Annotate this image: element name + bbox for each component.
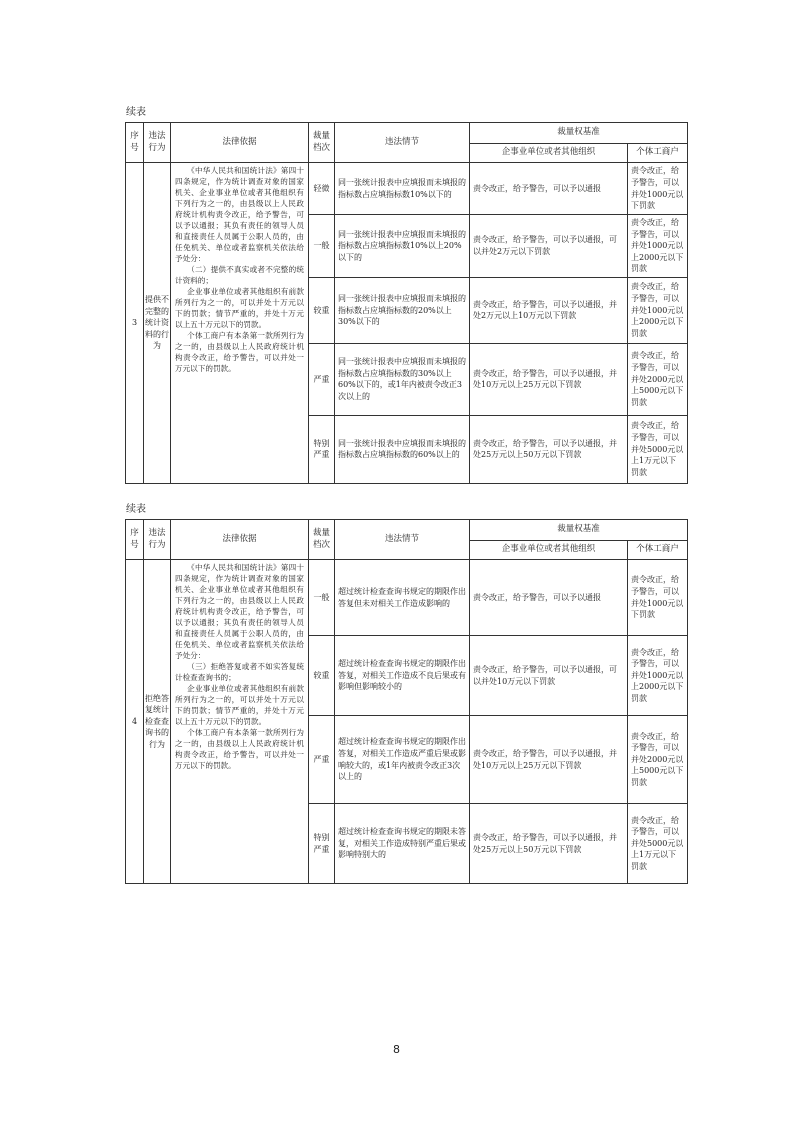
circumstance-cell: 超过统计检查查询书规定的期限作出答复，对相关工作造成严重后果或影响较大的，或1年内被责令改正3次以上的 [335, 716, 470, 804]
circumstance-cell: 超过统计检查查询书规定的期限作出答复，对相关工作造成不良后果或有影响但影响较小的 [335, 636, 470, 716]
header-grade: 裁量档次 [309, 520, 335, 560]
individual-cell: 责令改正，给予警告，可以并处1000元以上2000元以下罚款 [628, 636, 688, 716]
circumstance-cell: 同一张统计报表中应填报而未填报的指标数占应填指标数10%以上20%以下的 [335, 215, 470, 278]
basis-paragraph: （二）提供不真实或者不完整的统计资料的； [175, 265, 304, 285]
enterprise-cell: 责令改正，给予警告，可以予以通报 [470, 560, 628, 636]
header-basis: 法律依据 [171, 520, 309, 560]
individual-cell: 责令改正，给予警告，可以并处5000元以上1万元以下罚款 [628, 415, 688, 483]
circumstance-cell: 同一张统计报表中应填报而未填报的指标数占应填指标数的30%以上60%以下的，或1年内被责令改正3次以上的 [335, 343, 470, 415]
header-enterprise: 企事业单位或者其他组织 [470, 541, 628, 560]
grade-cell: 一般 [309, 215, 335, 278]
individual-cell: 责令改正，给予警告，可以并处1000元以下罚款 [628, 560, 688, 636]
basis-paragraph: 个体工商户有本条第一款所列行为之一的，由县级以上人民政府统计机构责令改正，给予警告，可以并处一万元以下的罚款。 [175, 728, 304, 770]
act-cell: 提供不完整的统计资料的行为 [144, 163, 171, 484]
circumstance-cell: 同一张统计报表中应填报而未填报的指标数占应填指标数的60%以上的 [335, 415, 470, 483]
grade-cell: 严重 [309, 716, 335, 804]
header-individual: 个体工商户 [628, 541, 688, 560]
header-individual: 个体工商户 [628, 144, 688, 163]
header-act: 违法行为 [144, 520, 171, 560]
individual-cell: 责令改正，给予警告，可以并处1000元以上2000元以下罚款 [628, 277, 688, 343]
seq-cell: 3 [126, 163, 144, 484]
header-grade: 裁量档次 [309, 123, 335, 163]
individual-cell: 责令改正，给予警告，可以并处2000元以上5000元以下罚款 [628, 343, 688, 415]
grade-cell: 严重 [309, 343, 335, 415]
header-circumstance: 违法情节 [335, 520, 470, 560]
table-label: 续表 [126, 504, 146, 515]
header-basis: 法律依据 [171, 123, 309, 163]
individual-cell: 责令改正，给予警告，可以并处1000元以下罚款 [628, 163, 688, 215]
basis-paragraph: 个体工商户有本条第一款所列行为之一的，由县级以上人民政府统计机构责令改正，给予警告，可以并处一万元以下的罚款。 [175, 331, 304, 373]
header-act: 违法行为 [144, 123, 171, 163]
penalty-table-2 [125, 519, 688, 884]
basis-paragraph: （三）拒绝答复或者不如实答复统计检查查询书的； [175, 662, 304, 682]
grade-cell: 一般 [309, 560, 335, 636]
circumstance-cell: 超过统计检查查询书规定的期限作出答复但未对相关工作造成影响的 [335, 560, 470, 636]
header-standard: 裁量权基准 [470, 520, 688, 541]
grade-cell: 较重 [309, 277, 335, 343]
header-enterprise: 企事业单位或者其他组织 [470, 144, 628, 163]
enterprise-cell: 责令改正，给予警告，可以予以通报 [470, 163, 628, 215]
act-cell: 拒绝答复统计检查查询书的行为 [144, 560, 171, 884]
seq-cell: 4 [126, 560, 144, 884]
basis-cell [171, 163, 309, 484]
circumstance-cell: 超过统计检查查询书规定的期限未答复，对相关工作造成特别严重后果或影响特别大的 [335, 804, 470, 884]
basis-paragraph: 《中华人民共和国统计法》第四十四条规定，作为统计调查对象的国家机关、企业事业单位或者其他组织有下列行为之一的，由县级以上人民政府统计机构责令改正，给予警告，可以予以通报；其负有责任的领导人员和直接责任人员属于公职人员的，由任免机关、单位或者监察机关依法给予处分： [175, 166, 304, 263]
header-seq: 序号 [126, 123, 144, 163]
basis-cell [171, 560, 309, 884]
individual-cell: 责令改正，给予警告，可以并处1000元以上2000元以下罚款 [628, 215, 688, 278]
enterprise-cell: 责令改正，给予警告，可以予以通报，可以并处10万元以下罚款 [470, 636, 628, 716]
enterprise-cell: 责令改正，给予警告，可以予以通报，并处25万元以上50万元以下罚款 [470, 415, 628, 483]
header-circumstance: 违法情节 [335, 123, 470, 163]
penalty-table-1 [125, 122, 688, 484]
circumstance-cell: 同一张统计报表中应填报而未填报的指标数占应填指标数的20%以上30%以下的 [335, 277, 470, 343]
header-standard: 裁量权基准 [470, 123, 688, 144]
basis-paragraph: 企业事业单位或者其他组织有前款所列行为之一的，可以并处十万元以下的罚款；情节严重的，并处十万元以上五十万元以下的罚款。 [175, 684, 304, 726]
individual-cell: 责令改正，给予警告，可以并处2000元以上5000元以下罚款 [628, 716, 688, 804]
individual-cell: 责令改正，给予警告，可以并处5000元以上1万元以下罚款 [628, 804, 688, 884]
header-seq: 序号 [126, 520, 144, 560]
enterprise-cell: 责令改正，给予警告，可以予以通报，可以并处2万元以下罚款 [470, 215, 628, 278]
table-label: 续表 [126, 107, 146, 118]
circumstance-cell: 同一张统计报表中应填报而未填报的指标数占应填指标数10%以下的 [335, 163, 470, 215]
basis-paragraph: 企业事业单位或者其他组织有前款所列行为之一的，可以并处十万元以下的罚款；情节严重的，并处十万元以上五十万元以下的罚款。 [175, 287, 304, 329]
page-number: 8 [393, 1043, 400, 1056]
grade-cell: 较重 [309, 636, 335, 716]
grade-cell: 轻微 [309, 163, 335, 215]
grade-cell: 特别严重 [309, 415, 335, 483]
enterprise-cell: 责令改正，给予警告，可以予以通报，并处10万元以上25万元以下罚款 [470, 343, 628, 415]
grade-cell: 特别严重 [309, 804, 335, 884]
enterprise-cell: 责令改正，给予警告，可以予以通报，并处2万元以上10万元以下罚款 [470, 277, 628, 343]
basis-paragraph: 《中华人民共和国统计法》第四十四条规定，作为统计调查对象的国家机关、企业事业单位或者其他组织有下列行为之一的，由县级以上人民政府统计机构责令改正，给予警告，可以予以通报；其负有责任的领导人员和直接责任人员属于公职人员的，由任免机关、单位或者监察机关依法给予处分： [175, 563, 304, 660]
enterprise-cell: 责令改正，给予警告，可以予以通报，并处10万元以上25万元以下罚款 [470, 716, 628, 804]
enterprise-cell: 责令改正，给予警告，可以予以通报，并处25万元以上50万元以下罚款 [470, 804, 628, 884]
